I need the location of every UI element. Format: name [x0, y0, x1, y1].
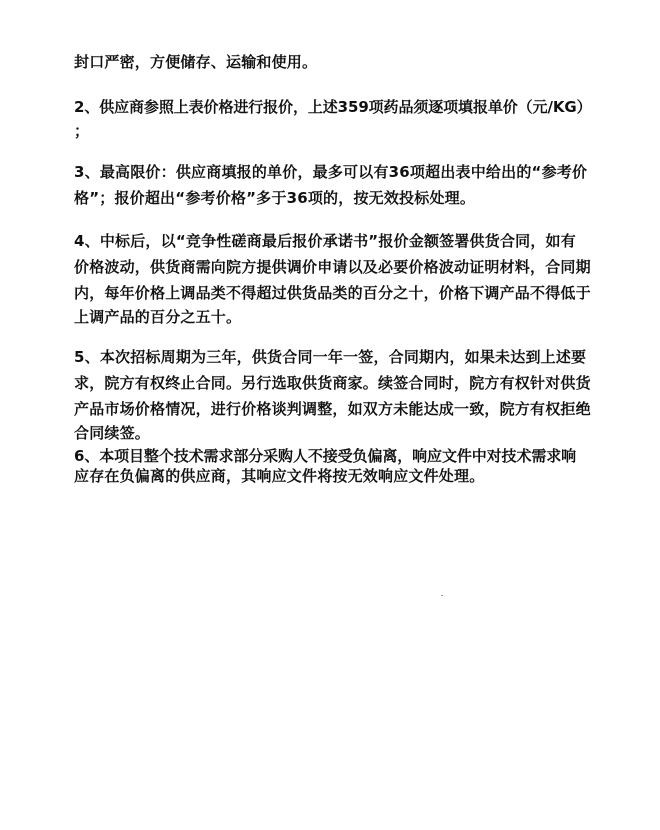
text-line-13: 合同续签。: [74, 424, 151, 442]
text-line-7: 价格波动，供货商需向院方提供调价申请以及必要价格波动证明材料，合同期: [74, 258, 591, 276]
text-line-12: 产品市场价格情况，进行价格谈判调整，如双方未能达成一致，院方有权拒绝: [74, 400, 591, 418]
text-line-15: 应存在负偏离的供应商，其响应文件将按无效响应文件处理。: [74, 467, 485, 485]
scan-speck: [441, 595, 443, 596]
text-line-1: 封口严密，方便储存、运输和使用。: [74, 53, 318, 71]
text-line-4: 3、最高限价：供应商填报的单价，最多可以有36项超出表中给出的“参考价: [74, 163, 588, 181]
text-line-2: 2、供应商参照上表价格进行报价，上述359项药品须逐项填报单价（元/KG）: [74, 98, 592, 116]
text-line-14: 6、本项目整个技术需求部分采购人不接受负偏离，响应文件中对技术需求响: [74, 447, 577, 465]
text-line-3: ；: [74, 122, 90, 140]
text-line-8: 内，每年价格上调品类不得超过供货品类的百分之十，价格下调产品不得低于: [74, 284, 591, 302]
text-line-6: 4、中标后，以“竞争性磋商最后报价承诺书”报价金额签署供货合同，如有: [74, 232, 576, 250]
text-line-9: 上调产品的百分之五十。: [74, 308, 242, 326]
text-line-10: 5、本次招标周期为三年，供货合同一年一签，合同期内，如果未达到上述要: [74, 348, 587, 366]
text-line-11: 求，院方有权终止合同。另行选取供货商家。续签合同时，院方有权针对供货: [74, 374, 591, 392]
text-line-5: 格”；报价超出“参考价格”多于36项的，按无效投标处理。: [74, 189, 476, 207]
